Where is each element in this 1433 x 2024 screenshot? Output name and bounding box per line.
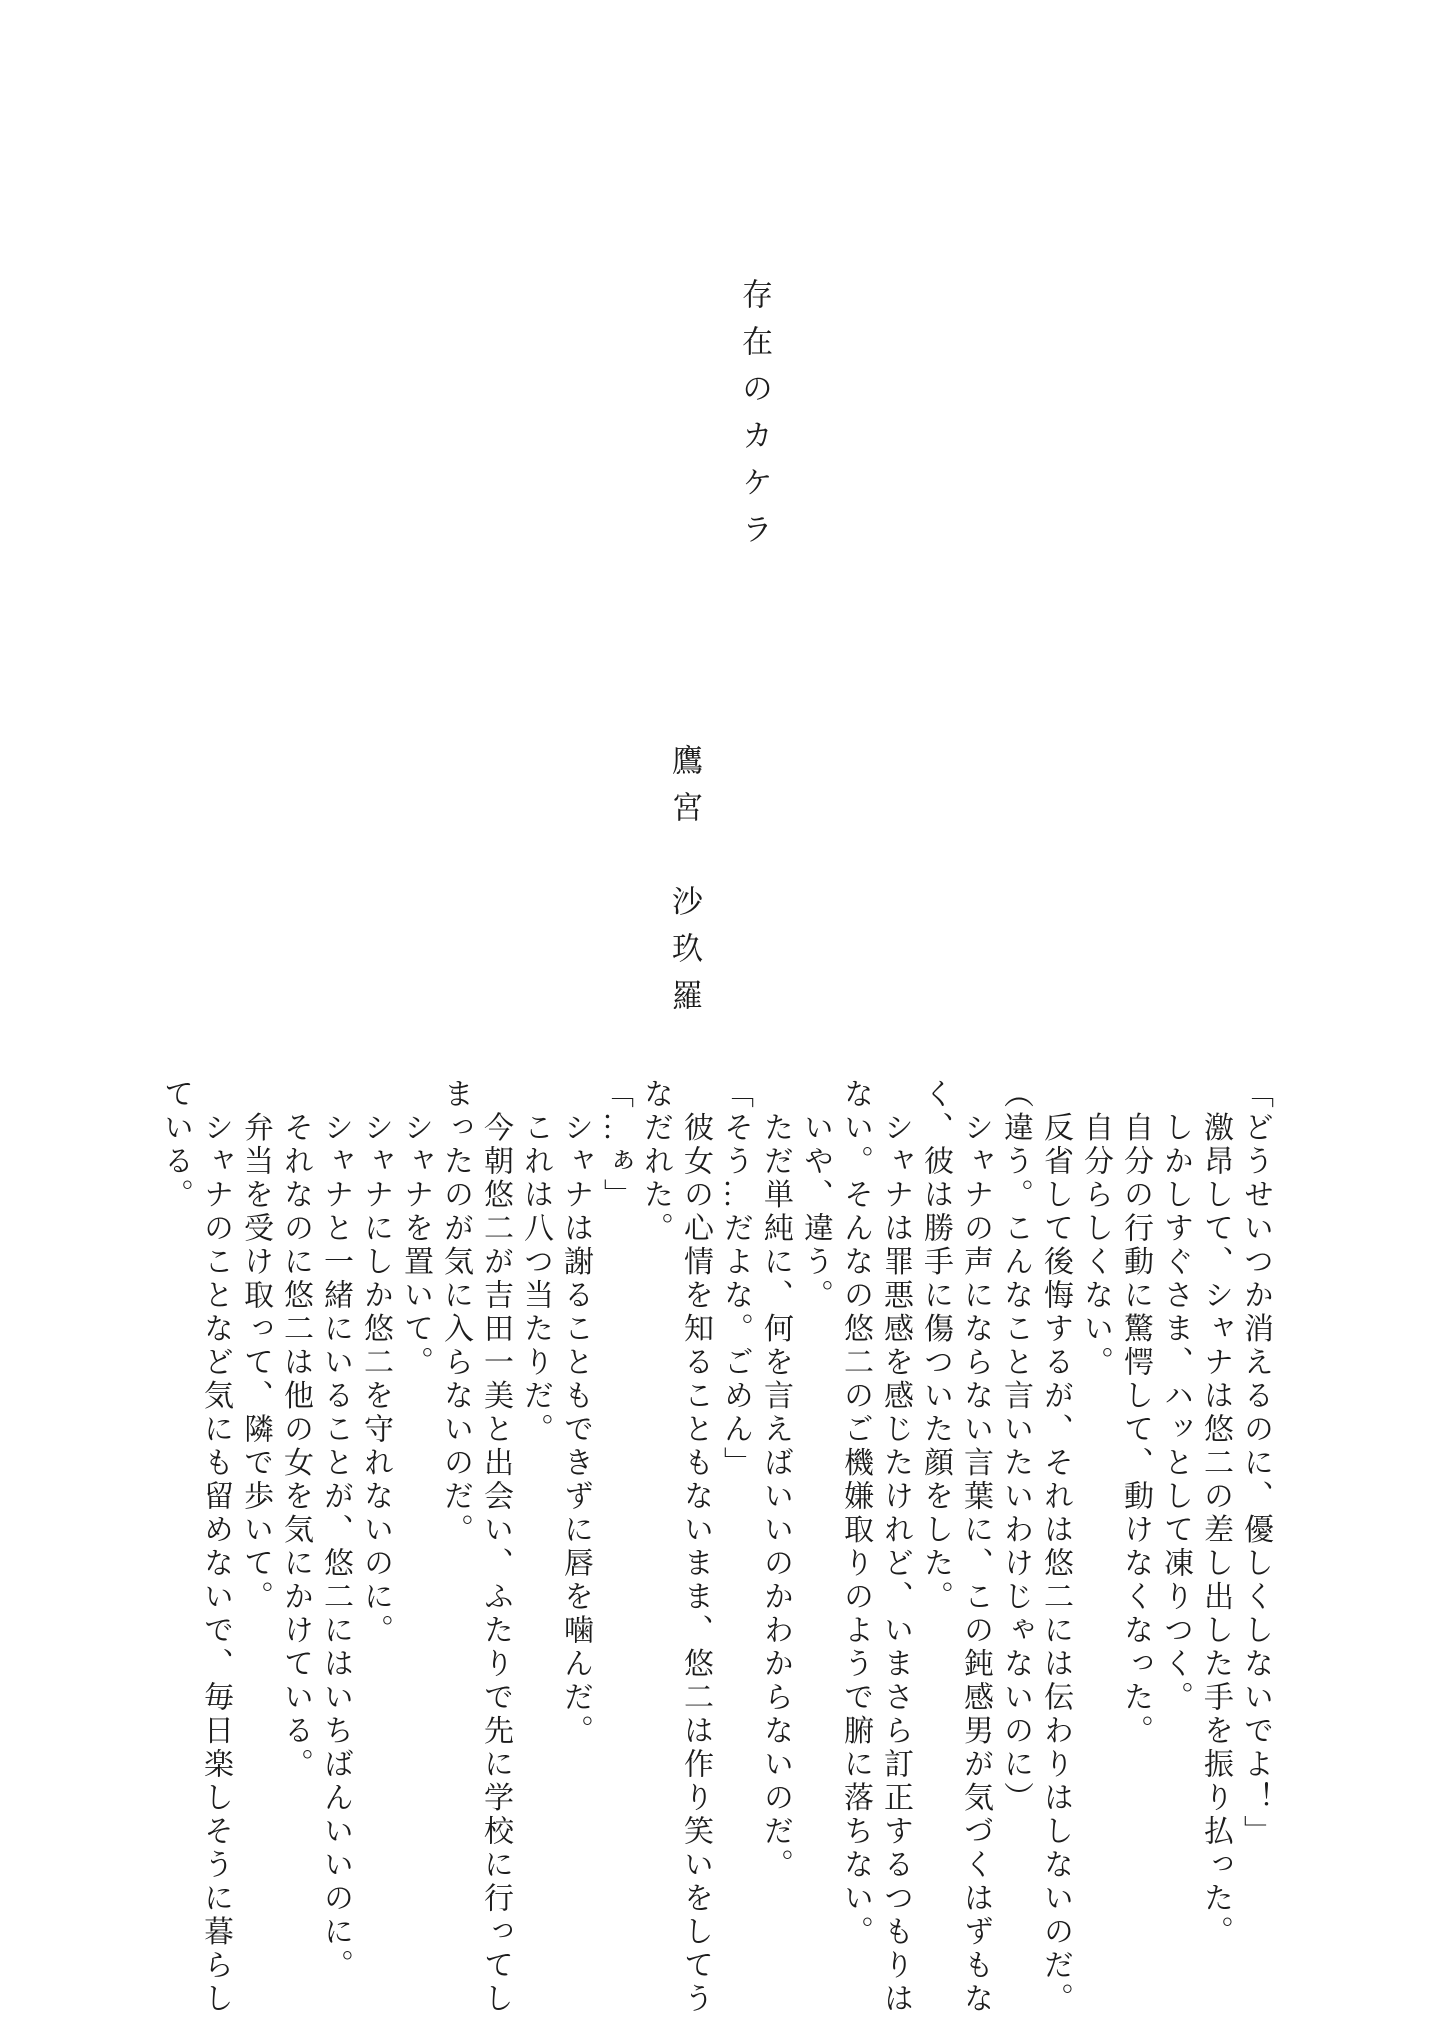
body-line: これは八つ当たりだ。 xyxy=(519,1078,552,1447)
body-line: 自分の行動に驚愕して、動けなくなった。 xyxy=(1119,1078,1152,1748)
body-line: シャナを置いて。 xyxy=(399,1078,432,1380)
body-line: 弁当を受け取って、隣で歩いて。 xyxy=(239,1078,272,1614)
body-line: シャナは謝ることもできずに唇を噛んだ。 xyxy=(559,1078,592,1748)
story-title: 存在のカケラ xyxy=(737,278,772,560)
body-line: 「そう…だよな。ごめん」 xyxy=(719,1078,752,1480)
body-line: ている。 xyxy=(159,1078,192,1212)
body-line: 自分らしくない。 xyxy=(1079,1078,1112,1380)
body-line: シャナのことなど気にも留めないで、毎日楽しそうに暮らし xyxy=(199,1078,232,2016)
body-line: まったのが気に入らないのだ。 xyxy=(439,1078,472,1547)
body-line: シャナは罪悪感を感じたけれど、いまさら訂正するつもりは xyxy=(879,1078,912,2016)
body-line: シャナの声にならない言葉に、この鈍感男が気づくはずもな xyxy=(959,1078,992,2016)
body-line: しかしすぐさま、ハッとして凍りつく。 xyxy=(1159,1078,1192,1715)
body-line: く、彼は勝手に傷ついた顔をした。 xyxy=(919,1078,952,1614)
body-line: 今朝悠二が吉田一美と出会い、ふたりで先に学校に行ってし xyxy=(479,1078,512,2016)
body-line: シャナにしか悠二を守れないのに。 xyxy=(359,1078,392,1648)
body-line: シャナと一緒にいることが、悠二にはいちばんいいのに。 xyxy=(319,1078,352,1983)
body-line: （違う。こんなこと言いたいわけじゃないのに） xyxy=(999,1078,1032,1815)
story-author: 鷹宮 沙玖羅 xyxy=(667,744,702,1026)
body-line: 「…ぁ」 xyxy=(599,1078,632,1212)
body-line: 反省して後悔するが、それは悠二には伝わりはしないのだ。 xyxy=(1039,1078,1072,2016)
body-line: ただ単純に、何を言えばいいのかわからないのだ。 xyxy=(759,1078,792,1882)
body-line: いや、違う。 xyxy=(799,1078,832,1313)
body-line: ない。そんなの悠二のご機嫌取りのようで腑に落ちない。 xyxy=(839,1078,872,1949)
body-line: 彼女の心情を知ることもないまま、悠二は作り笑いをしてう xyxy=(679,1078,712,2016)
body-line: それなのに悠二は他の女を気にかけている。 xyxy=(279,1078,312,1782)
story-body xyxy=(155,1078,1275,2024)
body-line: なだれた。 xyxy=(639,1078,672,1246)
body-line: 激昂して、シャナは悠二の差し出した手を振り払った。 xyxy=(1199,1078,1232,1949)
body-line: 「どうせいつか消えるのに、優しくしないでよ！」 xyxy=(1239,1078,1272,1849)
